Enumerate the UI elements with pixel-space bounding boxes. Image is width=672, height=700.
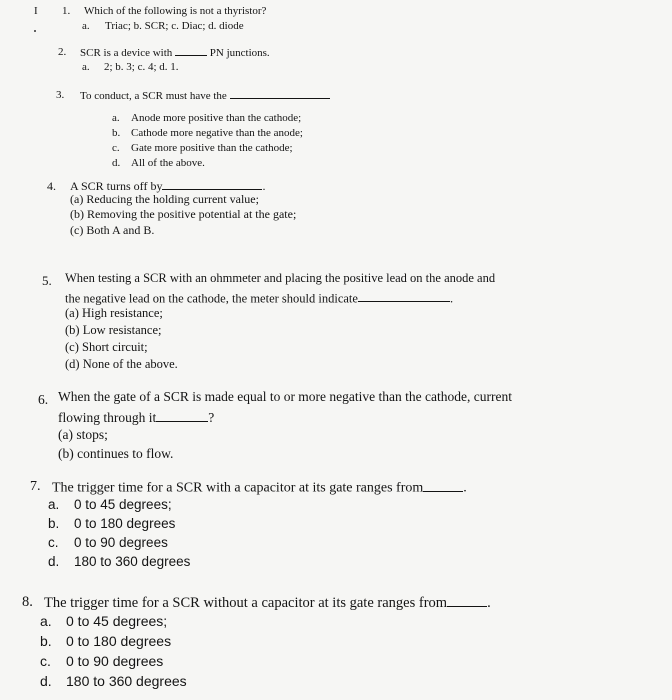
question-6-option-a: (a) stops; [58,427,108,442]
question-3-option-b: Cathode more negative than the anode; [131,127,303,139]
question-3-text [80,88,330,102]
question-2-text [80,45,270,59]
question-3-option-c: Gate more positive than the cathode; [131,142,293,154]
answer-blank[interactable] [175,45,207,56]
question-8-stem: The trigger time for a SCR without a capacitor at its gate ranges from [44,595,448,612]
question-5-stem: the negative lead on the cathode, the meter should indicate [65,291,358,306]
question-8-option-b: 0 to 180 degrees [66,633,172,649]
question-3-option-d-letter: d. [112,157,121,169]
question-7-stem: The trigger time for a SCR with a capacitor at its gate ranges from [52,480,424,496]
question-4-stem: A SCR turns off by [70,178,163,193]
question-3-option-a-letter: a. [112,112,120,124]
question-2-option-letter: a. [82,61,90,73]
question-3-option-b-letter: b. [112,127,121,139]
question-7-option-c: 0 to 90 degrees [74,535,168,550]
question-8-option-b-letter: b. [40,633,52,649]
question-3-option-a: Anode more positive than the cathode; [131,112,302,124]
question-8-option-d-letter: d. [40,673,52,689]
question-3-stem: To conduct, a SCR must have the [80,89,227,102]
question-7-option-a-letter: a. [48,497,60,512]
question-8-text [44,593,491,611]
question-5-option-d: (d) None of the above. [65,357,178,371]
question-5-line-2 [65,290,453,305]
question-7-option-b-letter: b. [48,516,60,531]
question-4-text [70,178,265,192]
question-6-number: 6. [38,392,49,407]
question-5-line-1: When testing a SCR with an ohmmeter and placing the positive lead on the anode and [65,271,496,285]
question-1-options: Triac; b. SCR; c. Diac; d. diode [105,20,244,32]
question-8-option-c: 0 to 90 degrees [66,653,164,669]
question-8-option-a-letter: a. [40,613,52,629]
question-7-text [52,478,467,496]
question-7-option-c-letter: c. [48,535,59,550]
question-3-option-c-letter: c. [112,142,120,154]
question-8-option-a: 0 to 45 degrees; [66,613,168,629]
question-5-option-c: (c) Short circuit; [65,340,148,354]
question-8-option-c-letter: c. [40,653,51,669]
question-5-number: 5. [42,273,52,288]
question-6-line-2 [58,409,214,425]
answer-blank[interactable] [230,88,330,99]
question-8-option-d: 180 to 360 degrees [66,673,187,689]
question-7-option-d: 180 to 360 degrees [74,554,191,569]
question-3-number: 3. [56,89,65,101]
question-4-number: 4. [47,179,56,193]
question-2-options: 2; b. 3; c. 4; d. 1. [104,61,179,73]
margin-dot [34,30,36,32]
question-7-option-d-letter: d. [48,554,60,569]
question-4-end: . [262,178,266,193]
question-1-number: 1. [62,5,71,17]
question-8-number: 8. [22,594,33,610]
page-mark: I [34,5,38,17]
question-6-end: ? [208,410,215,426]
question-7-end: . [463,480,467,496]
question-7-number: 7. [30,479,41,494]
question-1-text: Which of the following is not a thyristor? [84,5,267,17]
answer-blank[interactable] [156,409,208,422]
answer-blank[interactable] [162,178,262,190]
question-8-end: . [487,595,491,612]
question-2-text-after: PN junctions. [209,46,270,59]
answer-blank[interactable] [358,290,450,302]
question-7-option-b: 0 to 180 degrees [74,516,176,531]
question-1-option-letter: a. [82,20,90,32]
question-3-option-d: All of the above. [131,157,205,169]
question-6-line-1: When the gate of a SCR is made equal to or more negative than the cathode, current [58,389,512,404]
answer-blank[interactable] [423,478,463,492]
answer-blank[interactable] [447,593,487,607]
question-4-option-c: (c) Both A and B. [70,223,155,237]
question-2-text-before: SCR is a device with [80,46,173,59]
question-5-option-b: (b) Low resistance; [65,323,162,337]
question-5-option-a: (a) High resistance; [65,306,163,320]
question-2-number: 2. [58,46,67,58]
question-6-option-b: (b) continues to flow. [58,446,174,461]
question-7-option-a: 0 to 45 degrees; [74,497,172,512]
question-5-end: . [449,291,454,306]
question-4-option-b: (b) Removing the positive potential at the gate; [70,207,297,221]
question-4-option-a: (a) Reducing the holding current value; [70,192,259,206]
question-6-stem: flowing through it [58,410,157,426]
